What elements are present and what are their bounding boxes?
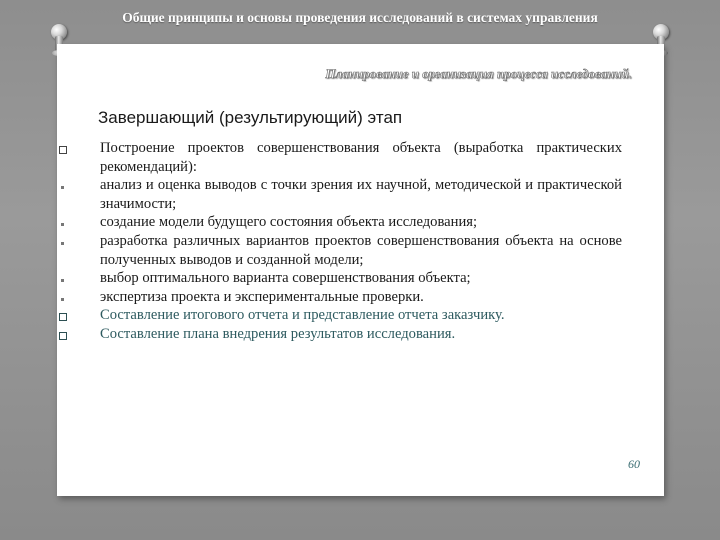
list-item-text: разработка различных вариантов проектов совершенствования объекта на основе полученных выводов и созданной модели;	[100, 232, 622, 268]
list-item-text: выбор оптимального варианта совершенствования объекта;	[100, 270, 471, 287]
dot-bullet-icon	[61, 223, 64, 226]
list-item	[57, 232, 664, 269]
dot-bullet-icon	[61, 279, 64, 282]
list-item	[57, 139, 664, 176]
list-item-text: Составление плана внедрения результатов исследования.	[100, 325, 456, 342]
list-item-text: создание модели будущего состояния объекта исследования;	[100, 214, 478, 231]
bullet-list	[57, 139, 664, 344]
page-header-title: Общие принципы и основы проведения исследований в системах управления	[122, 10, 598, 25]
list-item-text: анализ и оценка выводов с точки зрения их научной, методической и практической значимости;	[100, 177, 622, 212]
slide-subtitle: Планирование и организация процесса исследований.	[325, 66, 632, 81]
list-item	[57, 325, 664, 344]
list-item	[57, 176, 664, 213]
list-item-text: Составление итогового отчета и представление отчета заказчику.	[100, 307, 505, 324]
slide-card	[57, 44, 664, 496]
list-item	[57, 213, 664, 232]
page-number: 60	[628, 457, 640, 471]
list-item	[57, 288, 664, 307]
square-bullet-icon	[59, 146, 67, 154]
dot-bullet-icon	[61, 298, 64, 301]
dot-bullet-icon	[61, 242, 64, 245]
dot-bullet-icon	[61, 186, 64, 189]
list-item	[57, 306, 664, 325]
list-item-text: экспертиза проекта и экспериментальные проверки.	[100, 288, 424, 305]
list-item-text: Построение проектов совершенствования объекта (выработка практических рекомендаций):	[100, 140, 622, 175]
list-item	[57, 269, 664, 288]
square-bullet-icon	[59, 313, 67, 321]
section-heading: Завершающий (результирующий) этап	[98, 108, 403, 127]
square-bullet-icon	[59, 332, 67, 340]
